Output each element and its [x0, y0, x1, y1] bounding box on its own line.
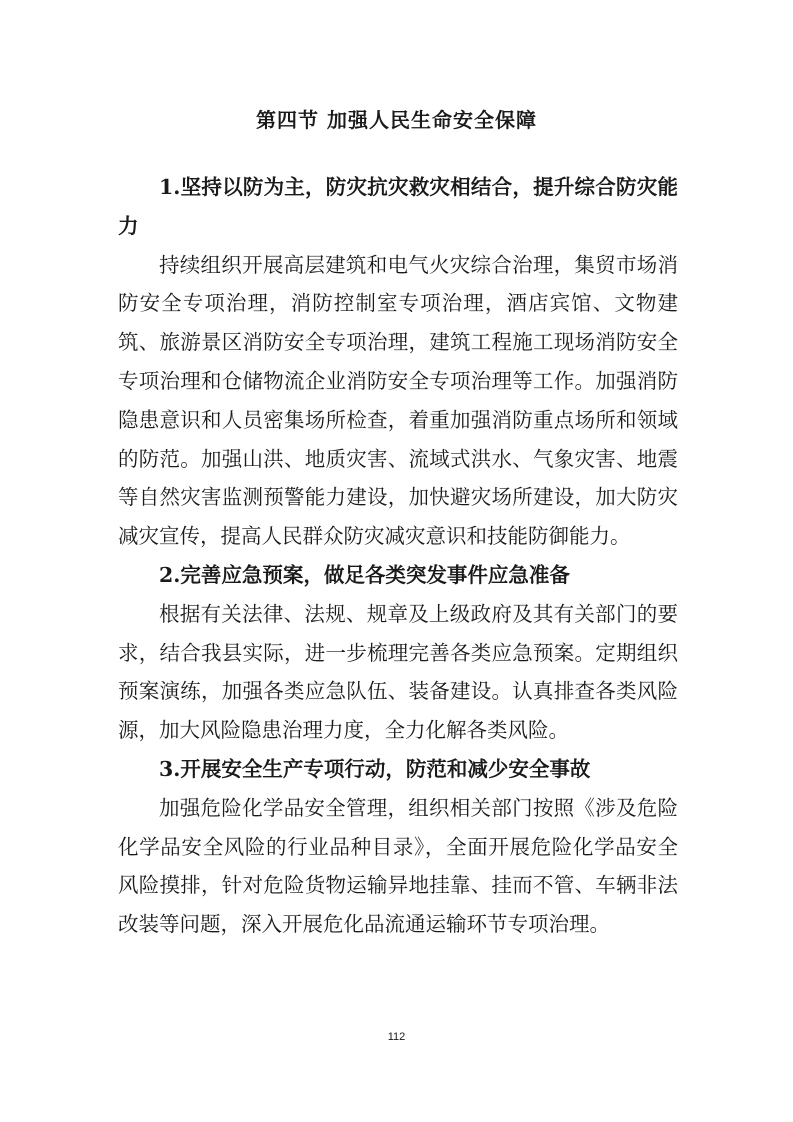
section-title: 第四节 加强人民生命安全保障 — [256, 108, 537, 132]
heading-2: 2.完善应急预案，做足各类突发事件应急准备 — [159, 562, 570, 587]
page-number: 112 — [387, 1031, 406, 1043]
document-body — [118, 168, 678, 944]
paragraph-1: 持续组织开展高层建筑和电气火灾综合治理，集贸市场消防安全专项治理，消防控制室专项治理，酒店宾馆、文物建筑、旅游景区消防安全专项治理，建筑工程施工现场消防安全专项治理和仓储物流企业消防安全专项治理等工作。加强消防隐患意识和人员密集场所检查，着重加强消防重点场所和领域的防范。加强山洪、地质灾害、流域式洪水、气象灾害、地震等自然灾害监测预警能力建设，加快避灾场所建设，加大防灾减灾宣传，提高人民群众防灾减灾意识和技能防御能力。 — [118, 252, 678, 549]
paragraph-3: 加强危险化学品安全管理，组织相关部门按照《涉及危险化学品安全风险的行业品种目录》，全面开展危险化学品安全风险摸排，针对危险货物运输异地挂靠、挂而不管、车辆非法改装等问题，深入开展危化品流通运输环节专项治理。 — [118, 795, 678, 937]
heading-3: 3.开展安全生产专项行动，防范和减少安全事故 — [159, 756, 591, 781]
heading-1: 1.坚持以防为主，防灾抗灾救灾相结合，提升综合防灾能力 — [118, 175, 678, 238]
paragraph-2: 根据有关法律、法规、规章及上级政府及其有关部门的要求，结合我县实际，进一步梳理完善各类应急预案。定期组织预案演练，加强各类应急队伍、装备建设。认真排查各类风险源，加大风险隐患治理力度，全力化解各类风险。 — [118, 601, 678, 743]
